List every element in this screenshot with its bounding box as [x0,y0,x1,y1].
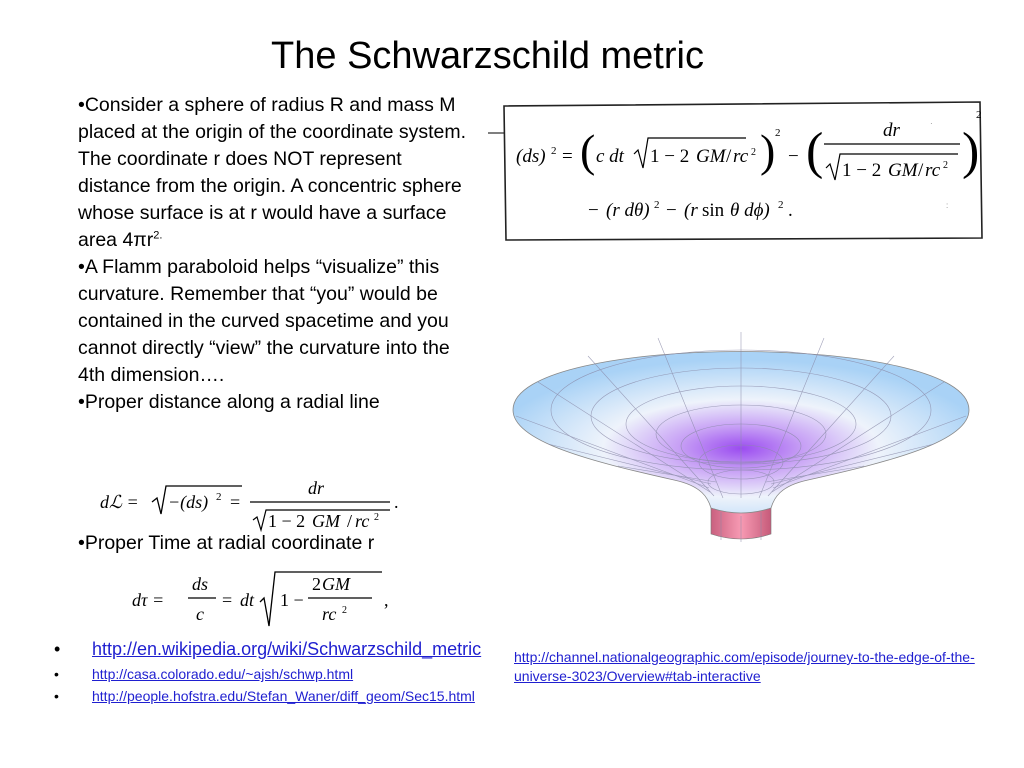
svg-text::: : [946,201,949,210]
paragraph-sphere-text: •Consider a sphere of radius R and mass M placed at the origin of the coordinate system. The coordinate r does NOT represent distance from the origin. A concentric sphere whose surface is at r would have a surface area 4πr [78,94,467,251]
natgeo-link[interactable]: http://channel.nationalgeographic.com/episode/journey-to-the-edge-of-the-universe-3023/Overview#tab-interactive [514,649,975,684]
svg-text:2: 2 [374,512,379,523]
paragraph-flamm: •A Flamm paraboloid helps “visualize” this curvature. Remember that “you” would be contained in the curved spacetime and you cannot directly “view” the curvature into the 4th dimension…. [78,256,450,386]
svg-text:(: ( [580,125,596,176]
svg-text:2: 2 [778,199,784,211]
metric-equation-image [488,98,988,246]
svg-text:dτ =: dτ = [132,590,165,610]
svg-text:dr: dr [883,120,900,141]
svg-text:(: ( [806,123,824,180]
svg-text:2: 2 [216,491,222,503]
svg-text:=: = [222,590,233,610]
proper-distance-equation [100,472,410,534]
body-text [78,92,478,416]
natgeo-link-container [514,648,994,686]
svg-text:2: 2 [751,147,756,158]
svg-text:/: / [726,146,732,167]
svg-text:dt: dt [240,590,255,610]
flamm-paraboloid-image [508,312,974,548]
svg-text:,: , [384,590,389,610]
svg-text:2: 2 [775,127,781,139]
body-text-2 [78,530,478,557]
svg-text:−(ds): −(ds) [168,492,209,512]
colorado-link[interactable]: http://casa.colorado.edu/~ajsh/schwp.html [92,666,354,682]
svg-text:(r: (r [684,200,698,221]
paragraph-proper-time: •Proper Time at radial coordinate r [78,532,375,554]
svg-text:(r dθ): (r dθ) [606,200,650,221]
paragraph-sphere [78,92,478,254]
reference-item [52,638,482,660]
hofstra-link[interactable]: http://people.hofstra.edu/Stefan_Waner/diff_geom/Sec15.html [92,688,475,704]
svg-text:(ds): (ds) [516,146,546,167]
svg-text:2: 2 [976,109,982,121]
paragraph-proper-distance: •Proper distance along a radial line [78,391,380,413]
svg-text:2: 2 [312,574,321,594]
svg-text:2: 2 [342,605,347,616]
svg-text:1 −: 1 − [280,590,304,610]
svg-text:GM: GM [888,160,918,181]
svg-text:·: · [930,119,933,128]
svg-text:/: / [347,511,353,531]
reference-links [52,638,482,710]
bullet-icon: • [54,639,61,659]
slide-title: The Schwarzschild metric [271,35,704,77]
svg-text:GM: GM [696,146,726,167]
reference-item [52,666,472,683]
reference-item [52,688,475,705]
svg-text:GM: GM [322,574,350,594]
svg-text:1 − 2: 1 − 2 [650,146,690,167]
svg-text:rc: rc [322,604,337,624]
svg-text:): ) [760,125,776,176]
svg-text:1 − 2: 1 − 2 [268,511,306,531]
svg-text:sin: sin [702,200,725,221]
svg-text:GM: GM [312,511,340,531]
bullet-icon: • [54,688,59,704]
svg-text:−: − [666,200,677,221]
svg-text:2: 2 [943,160,948,171]
svg-text:rc: rc [925,160,941,181]
svg-text:ds: ds [192,574,209,594]
wikipedia-link[interactable]: http://en.wikipedia.org/wiki/Schwarzschild_metric [92,639,482,659]
svg-text:c: c [196,604,204,624]
svg-text:=: = [230,492,241,512]
svg-text:2: 2 [551,145,557,157]
svg-text:=: = [562,146,573,167]
svg-text:c dt: c dt [596,146,624,167]
svg-text:rc: rc [355,511,370,531]
svg-text:dr: dr [308,478,325,498]
svg-text:rc: rc [733,146,749,167]
svg-text:θ dϕ): θ dϕ) [730,200,770,221]
svg-text:1 − 2: 1 − 2 [842,160,882,181]
svg-text:): ) [962,123,980,180]
svg-text:−: − [588,200,599,221]
svg-text:.: . [394,492,399,512]
superscript: 2. [153,229,163,242]
svg-text:dℒ =: dℒ = [100,492,139,512]
proper-time-equation [132,568,402,630]
svg-text:2: 2 [654,199,660,211]
svg-text:.: . [788,200,793,221]
svg-text:−: − [788,146,799,167]
svg-text:/: / [918,160,924,181]
bullet-icon: • [54,666,59,682]
